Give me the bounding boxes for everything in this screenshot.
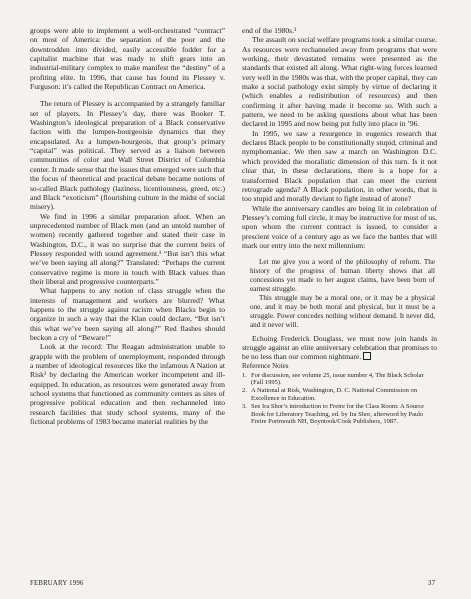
reference-number: 1. [242, 371, 247, 379]
left-paragraph-2: The return of Plessey is accompanied by a strangely familiar set of players. In Plessey’s day, there was Booker T. Washington’s ideological preparation of a Black conservative faction with the lumpen-bourgeoisie dynamics that they encapsulated. As a lumpen-bourgeois, that group’s primary “capital” was political. They served as a liaison between communities of color and Wall Street District of Columbia center. It made sense that the issues that emerged were such that the focus of theoretical and practical debate became notions of so-called Black pathology (laziness, licentiousness, greed, etc.) and Black “exoticism” (flourishing culture in the midst of social misery). [30, 99, 225, 212]
right-paragraph-1: end of the 1980s.³ [242, 26, 297, 35]
reference-item [242, 372, 437, 388]
quote-paragraph-1: Let me give you a word of the philosophy of reform. The history of the progress of human liberty shows that all concessions yet made to her august claims, have been born of earnest struggle. [250, 258, 435, 293]
reference-notes-title: Reference Notes [242, 361, 289, 370]
right-paragraph-4: While the anniversary candles are being lit in celebration of Plessey’s coming full circle, it may be instructive for most of us, upon whom the current contract is issued, to consider a prescient voice of a century ago as we face the battles that will mark our entry into the next millennium: [242, 203, 437, 250]
reference-number: 2. [242, 387, 247, 395]
page-number: 37 [428, 580, 436, 587]
reference-text: For discussion, see volume 25, issue number 4, The Black Scholar (Fall 1995). [251, 371, 424, 387]
left-paragraph-5: Look at the record: The Reagan administration unable to grapple with the problem of unemployment, responded through a number of ideological resources like the infamous A Nation at Risk² by declaring the American worker incompetent and ill-equipped. In education, as resources were generated away from school systems that functioned as community centers as sites of progressive political education and then rechanneled into research facilities that study school systems, many of the fictional problems of 1983 became material realities by the [30, 342, 225, 427]
left-paragraph-3: We find in 1996 a similar preparation afoot. When an unprecedented number of Black men (and an untold number of women) recently gathered together and stated their case in Washington, D.C., it was no surprise that the current heirs of Plessey responded with sound agreement.¹ “But isn’t this what we’ve been saying all along?” Translated: “Perhaps the current conservative regime is more in touch with Black values than their liberal and progressive counterparts.” [30, 211, 225, 286]
reference-number: 3. [242, 402, 247, 410]
closing-paragraph [242, 334, 437, 362]
closing-text: Echoing Frederick Douglass, we must now join hands in struggle against an elite anniversary celebration that promises to be no less than our common nightmare. [242, 333, 437, 362]
right-column [242, 26, 437, 426]
reference-list [242, 372, 437, 427]
left-paragraph-4: What happens to any notion of class struggle when the interests of management and workers are blurred? What happens to the struggle against racism when Blacks begin to organize in such a way that the Klan could declare, “But isn’t this what we’ve been saying all along?” Red flashes should beckon a cry of “Beware!” [30, 286, 225, 342]
reference-item [242, 387, 437, 403]
reference-text: A National at Risk, Washington, D. C. National Commission on Excellence in Education. [251, 387, 418, 402]
footer-date: FEBRUARY 1996 [30, 580, 84, 587]
reference-text: See Ira Shor’s introduction to Freire for the Class Room: A Source Book for Liberatory Teaching, ed. by Ira Shor, afterword by Paulo Freire Portmouth NH, Boyntook/Cook Publishers, 1987. [251, 402, 425, 426]
left-column [30, 26, 225, 426]
end-mark-icon [363, 352, 371, 360]
right-paragraph-3: In 1995, we saw a resurgence in eugenics research that declares Black people to be constitutionally stupid, criminal and nymphomaniac. We then saw a march on Washington D.C. which provided the moralistic dimension of this turn. Is it not clear that, in these declarations, there is a hope for a transformed Black population that can meet the current retrograde agenda? A Black population, in other words, that is too stupid and morally deviant to fight instead of atone? [242, 128, 437, 204]
quote-paragraph-2: This struggle may be a moral one, or it may be a physical one, and it may be both moral and physical, but it must be a struggle. Power concedes nothing without demand. It never did, and it never will. [250, 293, 435, 329]
right-paragraph-2: The assault on social welfare programs took a similar course. As resources were rechanneled away from programs that were working, their devastated remains were presented as the standards that existed all along. What right-wing forces learned very well in the 1980s was that, with the proper capital, they can make a social pathology exist simply by virtue of declaring it (which enables a redistribution of resources) and then confirming it after having made it become so. With such a pattern, we need to be asking questions about what has been declared in 1995 and now being put fully into place in ’96. [242, 35, 437, 129]
douglass-quote [250, 258, 435, 329]
left-paragraph-1: groups were able to implement a well-orchestrated “contract” on most of America: the separation of the poor and the downtrodden into divided, easily accessible fodder for a capitalist machine that was ready to shift gears into an industrial-military complex to make manifest the “destiny” of a profiting elite. In 1996, that cause has found its Plessey v. Furguson: it’s called the Republican Contract on America. [30, 26, 225, 92]
reference-item [242, 403, 437, 426]
